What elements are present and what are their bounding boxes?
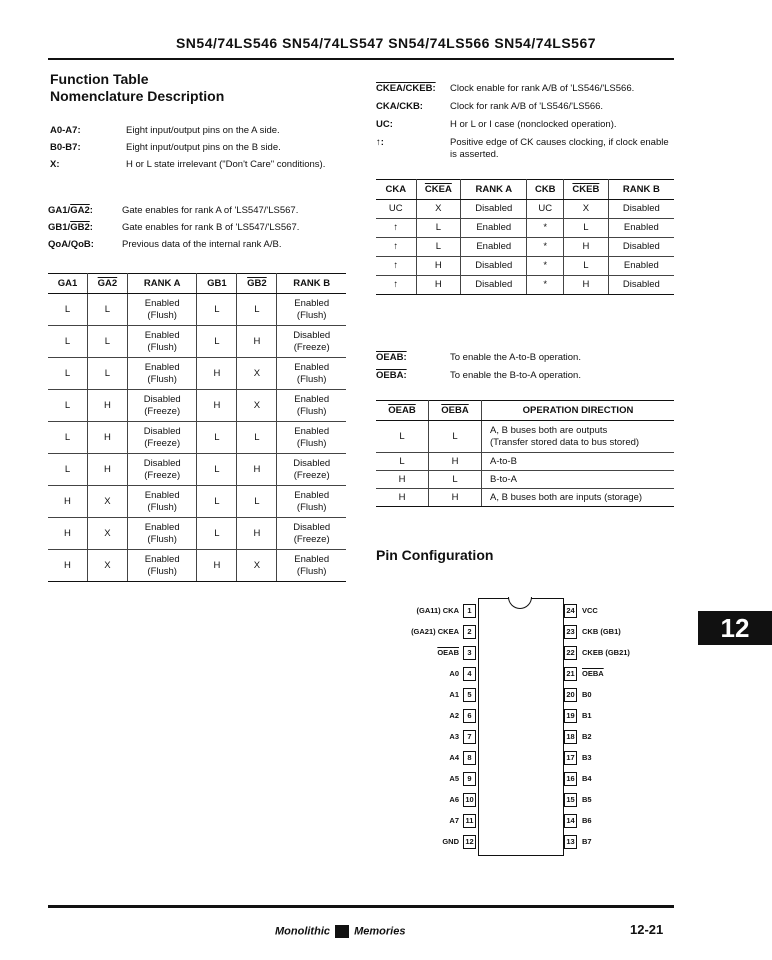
table-cell: L xyxy=(416,238,461,257)
table-row xyxy=(48,454,346,486)
col-ckeb: CKEB xyxy=(564,180,609,200)
pin-label: A0 xyxy=(449,669,459,678)
cell-mode: (Flush) xyxy=(147,373,177,385)
pin-label: (GA11) CKA xyxy=(416,606,459,615)
desc: Gate enables for rank A of 'LS547/'LS567. xyxy=(122,205,299,216)
desc: H or L state irrelevant ("Don't Care" conditions). xyxy=(126,159,326,170)
cell-state: Disabled xyxy=(143,457,181,469)
pin-label: GND xyxy=(442,837,459,846)
table-cell xyxy=(277,294,346,326)
pin-label: VCC xyxy=(582,606,598,615)
operation-text: A, B buses both are inputs (storage) xyxy=(490,491,643,503)
table-cell xyxy=(277,358,346,390)
table-cell: X xyxy=(87,486,127,518)
table-cell: X xyxy=(87,550,127,582)
gate-def-item: GA1/GA2: Gate enables for rank A of 'LS547/'LS567. xyxy=(48,205,299,216)
table-cell: H xyxy=(237,518,277,550)
pin-number: 18 xyxy=(564,730,577,744)
pin-number: 2 xyxy=(463,625,476,639)
col-gb1: GB1 xyxy=(197,274,237,294)
cell-state: Enabled xyxy=(294,553,330,565)
heading-nomenclature: Nomenclature Description xyxy=(50,88,225,104)
table-cell xyxy=(482,421,675,453)
table-row xyxy=(48,326,346,358)
table-cell: L xyxy=(48,294,87,326)
footer-rule xyxy=(48,905,674,908)
table-row xyxy=(376,471,674,489)
col-oeab: OEAB xyxy=(376,401,429,421)
term: CKEA/CKEB: xyxy=(376,83,436,94)
clock-def-item xyxy=(376,83,676,101)
pin-number: 17 xyxy=(564,751,577,765)
table-row xyxy=(48,518,346,550)
pin-label: CKEB (GB21) xyxy=(582,648,630,657)
table-cell: H xyxy=(48,550,87,582)
table-cell: L xyxy=(87,294,127,326)
nomenclature-item xyxy=(50,125,360,142)
operation-direction-table xyxy=(376,400,674,507)
term: A0-A7: xyxy=(50,125,81,136)
table-cell xyxy=(482,489,675,507)
table-cell: H xyxy=(197,550,237,582)
brand-left: Monolithic xyxy=(275,925,330,938)
pin-number: 1 xyxy=(463,604,476,618)
table-cell: L xyxy=(197,422,237,454)
col-cka: CKA xyxy=(376,180,416,200)
cell-mode: (Flush) xyxy=(147,309,177,321)
table-cell: ↑ xyxy=(376,219,416,238)
cell-state: Enabled xyxy=(294,425,330,437)
operation-text: A, B buses both are outputs xyxy=(490,424,608,436)
table-row xyxy=(48,390,346,422)
cell-state: Disabled xyxy=(293,521,331,533)
table-cell: X xyxy=(87,518,127,550)
table-cell: X xyxy=(237,358,277,390)
clock-def-item xyxy=(376,119,676,137)
table-cell: L xyxy=(48,454,87,486)
page-number: 12-21 xyxy=(630,922,664,937)
table-cell: X xyxy=(237,390,277,422)
pin-number: 13 xyxy=(564,835,577,849)
table-cell: L xyxy=(87,326,127,358)
term-bar: GA2 xyxy=(70,205,90,216)
pin-label: B1 xyxy=(582,711,592,720)
pin-label: (GA21) CKEA xyxy=(411,627,459,636)
table-cell: L xyxy=(376,453,429,471)
table-cell xyxy=(127,294,197,326)
table-cell: * xyxy=(527,219,564,238)
table-cell: L xyxy=(564,257,609,276)
table-cell: Enabled xyxy=(608,257,674,276)
gate-definitions xyxy=(48,205,358,256)
table-cell: X xyxy=(416,200,461,219)
table-cell: UC xyxy=(376,200,416,219)
cell-state: Enabled xyxy=(294,489,330,501)
desc: Eight input/output pins on the B side. xyxy=(126,142,281,153)
cell-mode: (Flush) xyxy=(296,501,327,513)
pin-label: B0 xyxy=(582,690,592,699)
table-cell: H xyxy=(376,489,429,507)
table-cell xyxy=(277,326,346,358)
table-cell xyxy=(127,358,197,390)
pin-number: 24 xyxy=(564,604,577,618)
pin-label: A1 xyxy=(449,690,459,699)
table-cell: ↑ xyxy=(376,238,416,257)
table-cell xyxy=(127,454,197,486)
header-rule xyxy=(48,58,674,60)
gate-def-item xyxy=(48,239,358,256)
table-cell: L xyxy=(564,219,609,238)
nomenclature-list xyxy=(50,125,360,176)
cell-mode: (Flush) xyxy=(147,533,177,545)
pin-number: 3 xyxy=(463,646,476,660)
clock-def-item xyxy=(376,137,676,163)
mmi-logo-icon xyxy=(335,925,349,938)
table-cell: H xyxy=(416,257,461,276)
table-cell xyxy=(482,453,675,471)
desc: Gate enables for rank B of 'LS547/'LS567. xyxy=(122,222,300,233)
table-cell: H xyxy=(48,486,87,518)
table-cell: ↑ xyxy=(376,257,416,276)
col-rank-b: RANK B xyxy=(608,180,674,200)
nomenclature-item xyxy=(50,142,360,159)
table-cell xyxy=(127,518,197,550)
table-cell: H xyxy=(429,489,482,507)
cell-mode: (Freeze) xyxy=(144,405,181,417)
term: X: xyxy=(50,159,60,170)
desc: H or L or I case (nonclocked operation). xyxy=(450,119,617,130)
table-cell: L xyxy=(429,471,482,489)
table-cell: L xyxy=(48,358,87,390)
pin-label: OEAB xyxy=(437,648,459,657)
table-row xyxy=(376,257,674,276)
gate-def-item: GB1/GB2: Gate enables for rank B of 'LS547/'LS567. xyxy=(48,222,300,233)
cell-state: Disabled xyxy=(293,329,331,341)
table-cell: Disabled xyxy=(608,238,674,257)
table-cell: L xyxy=(48,422,87,454)
cell-state: Enabled xyxy=(144,329,180,341)
table-cell: H xyxy=(564,238,609,257)
section-tab: 12 xyxy=(698,611,772,645)
table-header-row xyxy=(376,180,674,200)
cell-state: Disabled xyxy=(143,393,181,405)
table-cell: L xyxy=(416,219,461,238)
cell-state: Disabled xyxy=(143,425,181,437)
page-header-title: SN54/74LS546 SN54/74LS547 SN54/74LS566 SN54/74LS567 xyxy=(175,35,597,51)
table-cell: H xyxy=(87,422,127,454)
term-bar: GB2 xyxy=(70,222,90,233)
pin-label: A2 xyxy=(449,711,459,720)
pin-number: 7 xyxy=(463,730,476,744)
table-row xyxy=(376,200,674,219)
clock-definitions xyxy=(376,83,676,163)
col-ga1: GA1 xyxy=(48,274,87,294)
table-cell: Disabled xyxy=(608,200,674,219)
table-cell xyxy=(127,486,197,518)
table-cell: H xyxy=(87,390,127,422)
table-cell: L xyxy=(376,421,429,453)
term: B0-B7: xyxy=(50,142,81,153)
table-cell: X xyxy=(237,550,277,582)
cell-mode: (Flush) xyxy=(147,501,177,513)
table-row xyxy=(376,219,674,238)
cell-mode: (Flush) xyxy=(296,565,327,577)
table-header-row xyxy=(48,274,346,294)
pin-label: OEBA xyxy=(582,669,604,678)
table-cell: UC xyxy=(527,200,564,219)
pin-number: 6 xyxy=(463,709,476,723)
oe-definitions xyxy=(376,352,676,388)
table-cell: * xyxy=(527,276,564,295)
cell-state: Enabled xyxy=(294,361,330,373)
col-oeba: OEBA xyxy=(429,401,482,421)
pin-label: B3 xyxy=(582,753,592,762)
desc: To enable the A-to-B operation. xyxy=(450,352,581,363)
table-cell xyxy=(277,390,346,422)
cell-mode: (Flush) xyxy=(296,373,327,385)
cell-mode: (Freeze) xyxy=(293,341,330,353)
table-cell: L xyxy=(197,486,237,518)
pin-number: 8 xyxy=(463,751,476,765)
desc: Clock enable for rank A/B of 'LS546/'LS566. xyxy=(450,83,635,94)
col-gb2: GB2 xyxy=(237,274,277,294)
table-cell: L xyxy=(237,294,277,326)
pin-number: 22 xyxy=(564,646,577,660)
col-rank-a: RANK A xyxy=(461,180,527,200)
col-rank-b: RANK B xyxy=(277,274,346,294)
cell-mode: (Flush) xyxy=(147,565,177,577)
cell-state: Enabled xyxy=(144,553,180,565)
table-cell xyxy=(482,471,675,489)
table-cell: H xyxy=(564,276,609,295)
table-cell: L xyxy=(197,326,237,358)
desc: Clock for rank A/B of 'LS546/'LS566. xyxy=(450,101,604,112)
table-cell: L xyxy=(48,390,87,422)
pin-number: 4 xyxy=(463,667,476,681)
term: GB1/ xyxy=(48,222,71,233)
table-cell: H xyxy=(48,518,87,550)
pin-label: A5 xyxy=(449,774,459,783)
pin-number: 15 xyxy=(564,793,577,807)
operation-note: (Transfer stored data to bus stored) xyxy=(490,436,640,448)
table-cell: * xyxy=(527,257,564,276)
pin-number: 20 xyxy=(564,688,577,702)
table-cell xyxy=(127,550,197,582)
table-cell: ↑ xyxy=(376,276,416,295)
table-cell: X xyxy=(564,200,609,219)
col-ga2: GA2 xyxy=(87,274,127,294)
pin-label: B5 xyxy=(582,795,592,804)
col-operation: OPERATION DIRECTION xyxy=(482,401,675,421)
gate-function-table xyxy=(48,273,346,582)
table-cell: H xyxy=(429,453,482,471)
cell-state: Enabled xyxy=(144,521,180,533)
oe-def-item xyxy=(376,352,676,370)
table-cell xyxy=(277,486,346,518)
pin-label: B7 xyxy=(582,837,592,846)
cell-mode: (Freeze) xyxy=(293,469,330,481)
pin-number: 23 xyxy=(564,625,577,639)
pin-label: A3 xyxy=(449,732,459,741)
desc: To enable the B-to-A operation. xyxy=(450,370,581,381)
term: GA1/ xyxy=(48,205,71,216)
cell-state: Enabled xyxy=(294,393,330,405)
table-cell: Disabled xyxy=(461,276,527,295)
table-cell: L xyxy=(48,326,87,358)
heading-function-table: Function Table xyxy=(50,71,149,87)
table-cell: H xyxy=(416,276,461,295)
operation-text: B-to-A xyxy=(490,473,517,485)
col-ckb: CKB xyxy=(527,180,564,200)
table-cell: L xyxy=(197,518,237,550)
pin-label: CKB (GB1) xyxy=(582,627,621,636)
clock-function-table xyxy=(376,179,674,295)
pin-number: 16 xyxy=(564,772,577,786)
table-cell: H xyxy=(87,454,127,486)
cell-state: Disabled xyxy=(293,457,331,469)
footer-brand xyxy=(275,925,405,938)
table-cell: Disabled xyxy=(461,200,527,219)
cell-mode: (Freeze) xyxy=(144,469,181,481)
table-cell xyxy=(277,454,346,486)
chip-body xyxy=(478,598,564,856)
term: OEAB: xyxy=(376,352,407,363)
table-cell: L xyxy=(197,294,237,326)
oe-def-item xyxy=(376,370,676,388)
pin-label: B6 xyxy=(582,816,592,825)
table-cell: L xyxy=(429,421,482,453)
desc: Previous data of the internal rank A/B. xyxy=(122,239,282,250)
term: OEBA: xyxy=(376,370,407,381)
pin-label: A6 xyxy=(449,795,459,804)
col-rank-a: RANK A xyxy=(127,274,197,294)
table-cell xyxy=(277,422,346,454)
cell-mode: (Freeze) xyxy=(144,437,181,449)
table-row xyxy=(376,276,674,295)
pin-number: 10 xyxy=(463,793,476,807)
term: CKA/CKB: xyxy=(376,101,423,112)
term: ↑: xyxy=(376,137,384,148)
pin-configuration-heading: Pin Configuration xyxy=(376,547,494,563)
cell-mode: (Flush) xyxy=(296,437,327,449)
table-cell: Enabled xyxy=(461,219,527,238)
cell-state: Enabled xyxy=(294,297,330,309)
pin-label: A7 xyxy=(449,816,459,825)
table-cell xyxy=(127,326,197,358)
table-cell: H xyxy=(197,390,237,422)
table-cell: Enabled xyxy=(461,238,527,257)
table-cell xyxy=(127,390,197,422)
table-cell: Disabled xyxy=(461,257,527,276)
cell-mode: (Flush) xyxy=(296,405,327,417)
term: UC: xyxy=(376,119,393,130)
cell-state: Enabled xyxy=(144,297,180,309)
col-ckea: CKEA xyxy=(416,180,461,200)
table-cell: Enabled xyxy=(608,219,674,238)
table-cell xyxy=(277,550,346,582)
table-cell: L xyxy=(197,454,237,486)
pin-number: 11 xyxy=(463,814,476,828)
cell-mode: (Freeze) xyxy=(293,533,330,545)
table-cell: H xyxy=(197,358,237,390)
cell-mode: (Flush) xyxy=(296,309,327,321)
table-cell: * xyxy=(527,238,564,257)
table-cell xyxy=(277,518,346,550)
term: QoA/QoB: xyxy=(48,239,94,250)
table-row xyxy=(48,294,346,326)
pin-label: B2 xyxy=(582,732,592,741)
clock-def-item xyxy=(376,101,676,119)
pin-number: 5 xyxy=(463,688,476,702)
desc: Eight input/output pins on the A side. xyxy=(126,125,280,136)
pin-number: 19 xyxy=(564,709,577,723)
pin-number: 12 xyxy=(463,835,476,849)
pin-number: 14 xyxy=(564,814,577,828)
pin-label: A4 xyxy=(449,753,459,762)
table-row xyxy=(48,486,346,518)
table-row xyxy=(48,358,346,390)
table-cell: L xyxy=(237,422,277,454)
cell-state: Enabled xyxy=(144,489,180,501)
table-cell xyxy=(127,422,197,454)
pin-number: 21 xyxy=(564,667,577,681)
desc: Positive edge of CK causes clocking, if clock enable is asserted. xyxy=(450,137,669,160)
table-cell: Disabled xyxy=(608,276,674,295)
table-row xyxy=(376,489,674,507)
table-row xyxy=(376,453,674,471)
nomenclature-item xyxy=(50,159,360,176)
pin-label: B4 xyxy=(582,774,592,783)
operation-text: A-to-B xyxy=(490,455,517,467)
table-cell: H xyxy=(237,454,277,486)
table-cell: H xyxy=(237,326,277,358)
brand-right: Memories xyxy=(354,925,406,938)
cell-mode: (Flush) xyxy=(147,341,177,353)
pin-number: 9 xyxy=(463,772,476,786)
table-cell: H xyxy=(376,471,429,489)
table-cell: L xyxy=(237,486,277,518)
cell-state: Enabled xyxy=(144,361,180,373)
table-row xyxy=(376,421,674,453)
table-header-row xyxy=(376,401,674,421)
table-row xyxy=(48,550,346,582)
table-cell: L xyxy=(87,358,127,390)
table-row xyxy=(376,238,674,257)
table-row xyxy=(48,422,346,454)
